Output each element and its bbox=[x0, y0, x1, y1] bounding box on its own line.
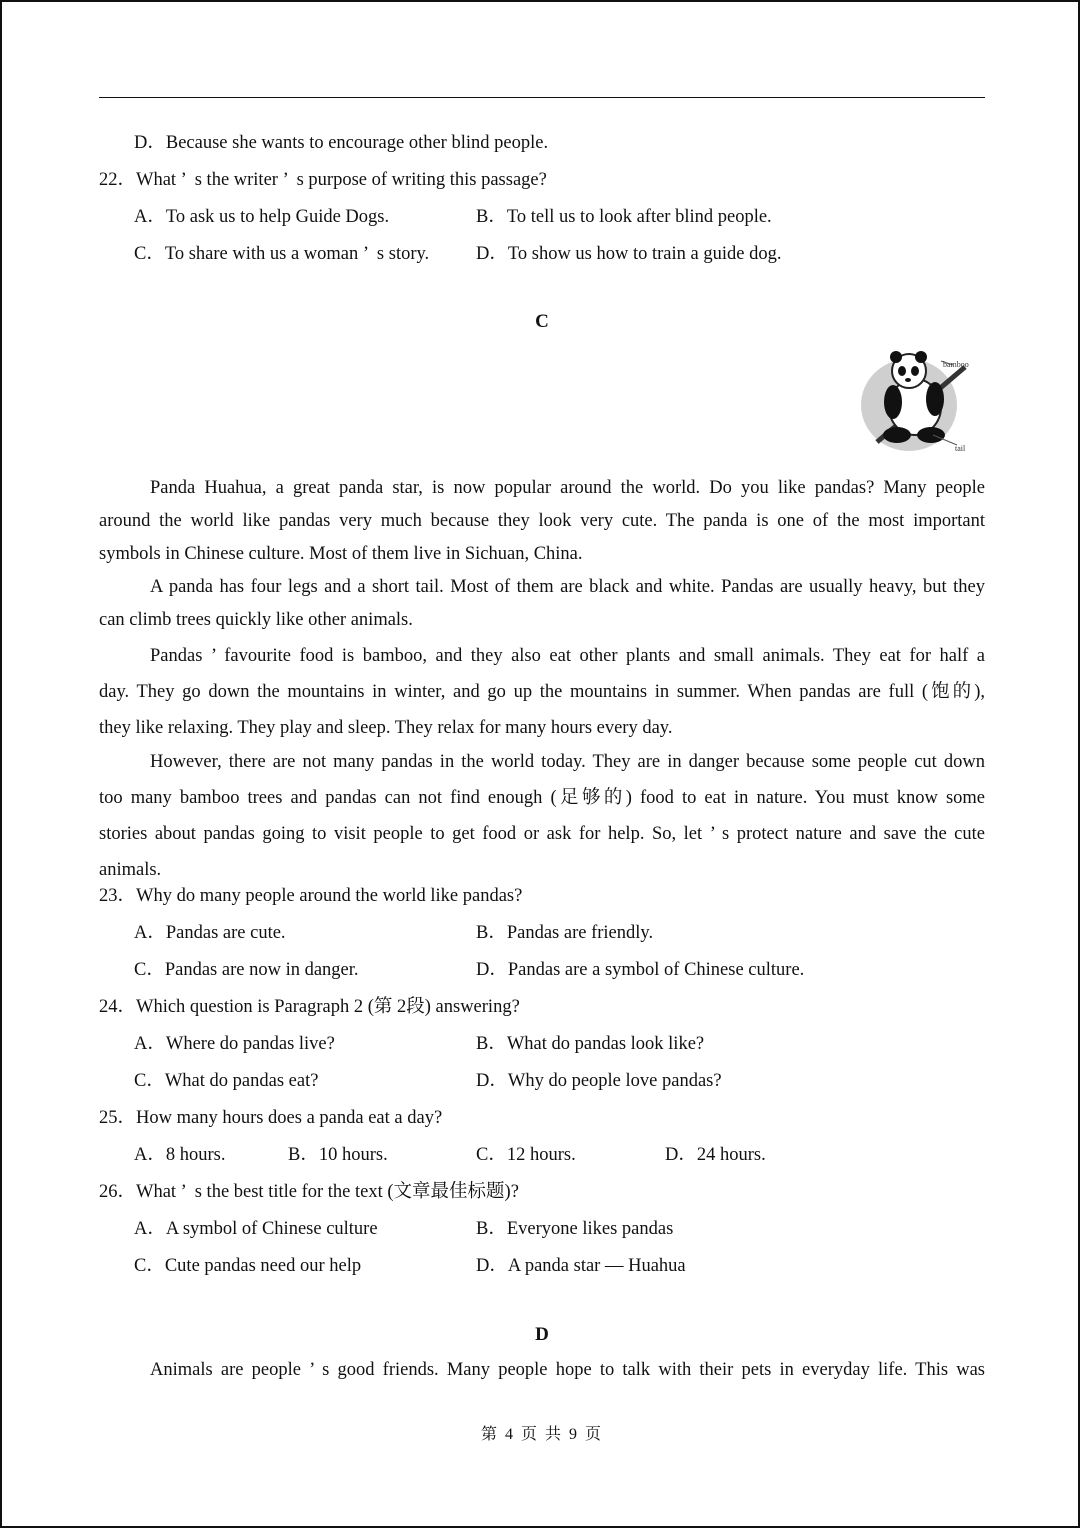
q24-option-d: D．Why do people love pandas? bbox=[476, 1071, 722, 1091]
q25-stem: 25．How many hours does a panda eat a day? bbox=[99, 1108, 443, 1128]
q25-option-a: A．8 hours. bbox=[134, 1145, 226, 1165]
page-footer: 第 4 页 共 9 页 bbox=[480, 1426, 603, 1443]
section-c-paragraph-2 bbox=[99, 571, 985, 637]
q22-option-c: C．To share with us a woman ’ s story. bbox=[134, 244, 430, 264]
q23-option-b: B．Pandas are friendly. bbox=[476, 923, 654, 943]
section-d-heading: D bbox=[535, 1324, 549, 1345]
q24-option-a: A．Where do pandas live? bbox=[134, 1034, 335, 1054]
paragraph-line: A panda has four legs and a short tail. Most of them are black and white. Pandas are usually heavy, but they bbox=[150, 577, 985, 597]
q23-option-a: A．Pandas are cute. bbox=[134, 923, 286, 943]
q26-stem: 26．What ’ s the best title for the text (文章最佳标题)? bbox=[99, 1182, 519, 1202]
q25-option-c: C．12 hours. bbox=[476, 1145, 576, 1165]
q26-option-b: B．Everyone likes pandas bbox=[476, 1219, 674, 1239]
q26-option-c: C．Cute pandas need our help bbox=[134, 1256, 362, 1276]
q22-stem: 22．What ’ s the writer ’ s purpose of writing this passage? bbox=[99, 170, 547, 190]
paragraph-line: symbols in Chinese culture. Most of them live in Sichuan, China. bbox=[99, 544, 583, 564]
paragraph-line: stories about pandas going to visit people to get food or ask for help. So, let ’ s protect nature and save the cute bbox=[99, 824, 985, 844]
q22-option-b: B．To tell us to look after blind people. bbox=[476, 207, 772, 227]
q22-option-a: A．To ask us to help Guide Dogs. bbox=[134, 207, 390, 227]
q26-option-a: A．A symbol of Chinese culture bbox=[134, 1219, 378, 1239]
section-c-paragraph-1 bbox=[99, 472, 985, 571]
header-rule bbox=[99, 97, 985, 98]
q24-option-c: C．What do pandas eat? bbox=[134, 1071, 319, 1091]
picture-label-bamboo: bamboo bbox=[943, 360, 969, 369]
q23-option-c: C．Pandas are now in danger. bbox=[134, 960, 359, 980]
paragraph-line: However, there are not many pandas in the world today. They are in danger because some people cut down bbox=[150, 752, 985, 772]
picture-label-tail: tail bbox=[955, 444, 966, 453]
q24-option-b: B．What do pandas look like? bbox=[476, 1034, 705, 1054]
panda-illustration bbox=[857, 347, 982, 457]
q23-option-d: D．Pandas are a symbol of Chinese culture. bbox=[476, 960, 805, 980]
paragraph-line: Pandas ’ favourite food is bamboo, and they also eat other plants and small animals. They eat for half a bbox=[150, 646, 985, 666]
paragraph-line: around the world like pandas very much because they look very cute. The panda is one of the most important bbox=[99, 511, 985, 531]
q24-stem: 24．Which question is Paragraph 2 (第 2段) answering? bbox=[99, 997, 520, 1017]
paragraph-line: animals. bbox=[99, 860, 162, 880]
q25-option-b: B．10 hours. bbox=[288, 1145, 388, 1165]
q25-option-d: D．24 hours. bbox=[665, 1145, 766, 1165]
paragraph-line: can climb trees quickly like other animals. bbox=[99, 610, 413, 630]
q23-stem: 23．Why do many people around the world like pandas? bbox=[99, 886, 523, 906]
section-c-paragraph-4 bbox=[99, 744, 985, 888]
paragraph-line: too many bamboo trees and pandas can not find enough (足够的) food to eat in nature. You must know some bbox=[99, 788, 985, 808]
q26-option-d: D．A panda star — Huahua bbox=[476, 1256, 686, 1276]
section-c-heading: C bbox=[535, 311, 549, 332]
q22-option-d: D．To show us how to train a guide dog. bbox=[476, 244, 782, 264]
paragraph-line: they like relaxing. They play and sleep. They relax for many hours every day. bbox=[99, 718, 673, 738]
q21-option-d: D．Because she wants to encourage other blind people. bbox=[134, 133, 549, 153]
paragraph-line: Panda Huahua, a great panda star, is now popular around the world. Do you like pandas? Many people bbox=[150, 478, 985, 498]
section-c-paragraph-3 bbox=[99, 638, 985, 746]
section-d-paragraph-1 bbox=[99, 1358, 985, 1382]
paragraph-line: Animals are people ’ s good friends. Many people hope to talk with their pets in everyday life. This was bbox=[150, 1360, 985, 1380]
paragraph-line: day. They go down the mountains in winter, and go up the mountains in summer. When pandas are full (饱的), bbox=[99, 682, 985, 702]
